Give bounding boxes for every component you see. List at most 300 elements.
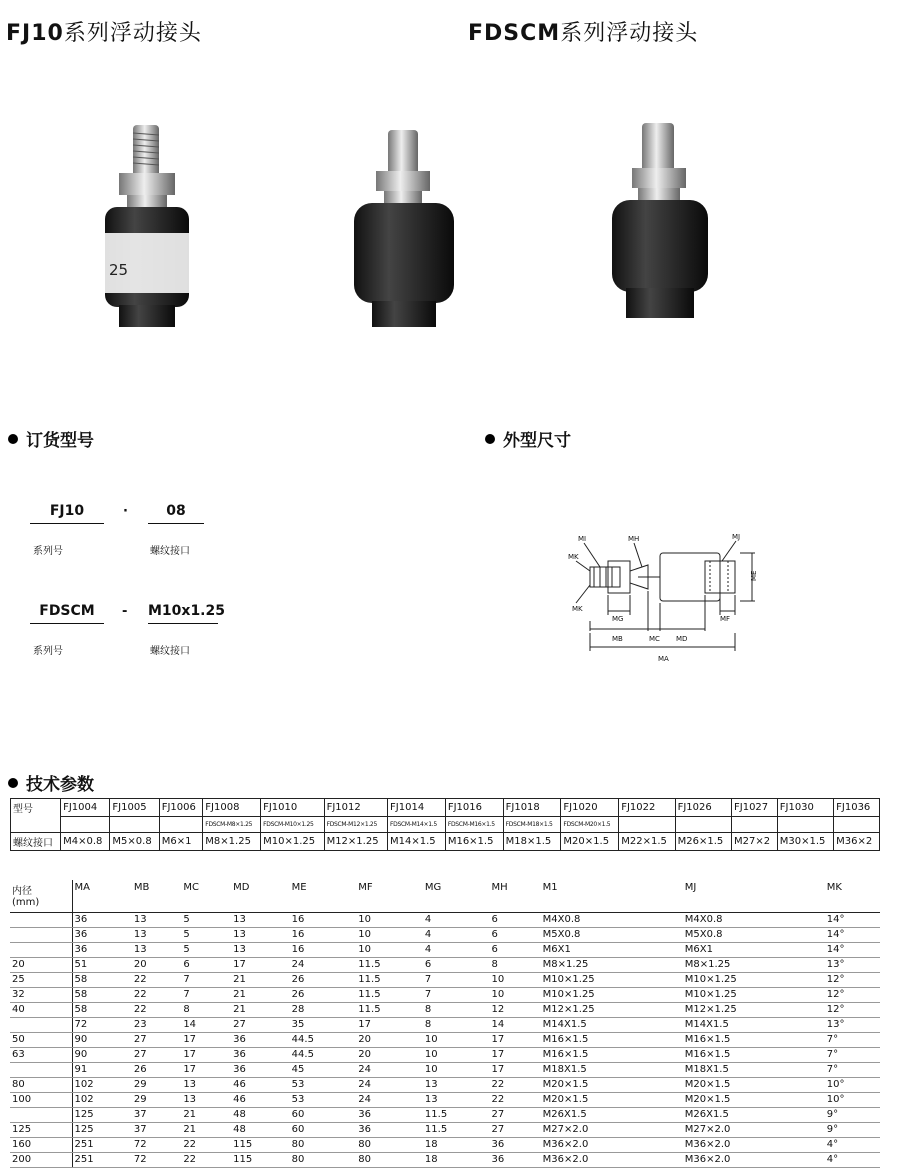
photo-size-label: 25 xyxy=(109,261,129,279)
dim-cell: M12×1.25 xyxy=(541,1002,683,1017)
dim-cell: 13 xyxy=(181,1077,231,1092)
spec-model-cell: FJ1008 xyxy=(203,799,261,817)
dim-header-cell: MJ xyxy=(683,880,825,912)
product-photo-fj10-labeled xyxy=(95,115,215,335)
diagram-label-mf: MF xyxy=(720,615,731,623)
dim-cell: 36 xyxy=(490,1137,541,1152)
dim-cell: M36×2.0 xyxy=(683,1137,825,1152)
spec-thread-cell: M22×1.5 xyxy=(619,832,675,850)
dim-cell: 8 xyxy=(423,1017,490,1032)
dim-cell: 13 xyxy=(132,927,181,942)
spec-fdscm-cell xyxy=(675,816,731,832)
table-row xyxy=(10,1077,880,1092)
dim-header-cell: MB xyxy=(132,880,181,912)
dim-cell: 17 xyxy=(490,1032,541,1047)
thread-label: 螺纹接口 xyxy=(150,646,190,657)
dim-cell: M5X0.8 xyxy=(541,927,683,942)
series-label: 系列号 xyxy=(33,646,63,657)
dim-cell: 28 xyxy=(290,1002,357,1017)
dim-cell: 4° xyxy=(825,1152,880,1167)
table-row xyxy=(10,1017,880,1032)
dim-cell: 36 xyxy=(356,1122,423,1137)
dim-cell xyxy=(10,1062,72,1077)
dim-cell: 13 xyxy=(231,942,290,957)
dim-cell: M27×2.0 xyxy=(541,1122,683,1137)
dim-cell: 21 xyxy=(231,987,290,1002)
dim-cell: 22 xyxy=(490,1092,541,1107)
diagram-label-mi: MI xyxy=(578,535,587,543)
dim-cell: 27 xyxy=(490,1122,541,1137)
bullet-icon xyxy=(485,434,495,444)
section-dimensions xyxy=(485,426,571,451)
dim-cell: 20 xyxy=(356,1032,423,1047)
spec-thread-cell: M14×1.5 xyxy=(388,832,446,850)
dim-cell: 12° xyxy=(825,972,880,987)
dim-cell: 50 xyxy=(10,1032,72,1047)
dim-cell: 10 xyxy=(423,1032,490,1047)
dim-cell: M16×1.5 xyxy=(541,1032,683,1047)
dim-cell: M16×1.5 xyxy=(683,1032,825,1047)
diagram-label-ma: MA xyxy=(658,655,669,663)
spec-thread-cell: M27×2 xyxy=(732,832,778,850)
dim-cell: M20×1.5 xyxy=(541,1092,683,1107)
spec-fdscm-cell: FDSCM-M16×1.5 xyxy=(445,816,503,832)
dim-cell: M12×1.25 xyxy=(683,1002,825,1017)
dim-header-cell: MF xyxy=(356,880,423,912)
dim-cell: 13 xyxy=(231,927,290,942)
dim-cell: 10 xyxy=(356,912,423,927)
spec-thread-cell: M6×1 xyxy=(159,832,203,850)
dim-cell: 7° xyxy=(825,1032,880,1047)
table-row xyxy=(10,1107,880,1122)
spec-model-cell: FJ1016 xyxy=(445,799,503,817)
dim-cell: 4 xyxy=(423,927,490,942)
dim-cell: M36×2.0 xyxy=(541,1152,683,1167)
dim-cell: 36 xyxy=(72,942,132,957)
order-series-code: FDSCM xyxy=(30,603,104,624)
dim-cell: 90 xyxy=(72,1032,132,1047)
dim-cell: 24 xyxy=(290,957,357,972)
spec-model-cell: FJ1018 xyxy=(503,799,561,817)
section-title: 技术参数 xyxy=(26,775,94,795)
dim-cell: 26 xyxy=(290,972,357,987)
dim-cell: 13 xyxy=(132,942,181,957)
dim-header-cell: M1 xyxy=(541,880,683,912)
dim-cell: 48 xyxy=(231,1122,290,1137)
dim-cell: M20×1.5 xyxy=(541,1077,683,1092)
dim-cell: M16×1.5 xyxy=(683,1047,825,1062)
dim-cell: 29 xyxy=(132,1077,181,1092)
dim-cell: 58 xyxy=(72,1002,132,1017)
spec-thread-cell: M12×1.25 xyxy=(324,832,387,850)
spec-model-cell: FJ1004 xyxy=(61,799,110,817)
dim-cell: 9° xyxy=(825,1107,880,1122)
table-row xyxy=(10,1137,880,1152)
dim-cell: 37 xyxy=(132,1122,181,1137)
dim-cell: 29 xyxy=(132,1092,181,1107)
dim-cell: M20×1.5 xyxy=(683,1092,825,1107)
order-thread-code: 08 xyxy=(148,503,204,524)
spec-thread-cell: M16×1.5 xyxy=(445,832,503,850)
spec-fdscm-cell xyxy=(159,816,203,832)
dim-cell: 7 xyxy=(423,972,490,987)
dim-cell: 17 xyxy=(231,957,290,972)
dim-cell: 7 xyxy=(181,987,231,1002)
spec-fdscm-cell xyxy=(777,816,833,832)
dim-cell: 7° xyxy=(825,1062,880,1077)
spec-model-cell: FJ1027 xyxy=(732,799,778,817)
table-row xyxy=(10,927,880,942)
dim-cell: 36 xyxy=(72,927,132,942)
dim-cell: 24 xyxy=(356,1077,423,1092)
dim-cell: 11.5 xyxy=(423,1122,490,1137)
dim-cell: M4X0.8 xyxy=(541,912,683,927)
dim-cell: 46 xyxy=(231,1077,290,1092)
dim-cell: 21 xyxy=(231,972,290,987)
dim-cell: 18 xyxy=(423,1137,490,1152)
diagram-label-mc: MC xyxy=(649,635,660,643)
spec-thread-cell: M20×1.5 xyxy=(561,832,619,850)
table-row xyxy=(10,1122,880,1137)
dim-cell: 22 xyxy=(181,1152,231,1167)
series-label: 系列号 xyxy=(33,546,63,557)
dim-cell: 4° xyxy=(825,1137,880,1152)
dim-cell: M36×2.0 xyxy=(541,1137,683,1152)
dim-cell: 125 xyxy=(72,1107,132,1122)
diagram-label-mk: MK xyxy=(572,605,583,613)
dim-cell: 13 xyxy=(181,1092,231,1107)
dim-cell: 36 xyxy=(231,1047,290,1062)
order-series-code: FJ10 xyxy=(30,503,104,524)
dim-cell: 58 xyxy=(72,972,132,987)
dim-cell: 13 xyxy=(132,912,181,927)
dim-cell: 17 xyxy=(356,1017,423,1032)
dim-cell: 13° xyxy=(825,957,880,972)
dim-cell: 14° xyxy=(825,912,880,927)
dim-cell: 72 xyxy=(132,1152,181,1167)
dim-cell xyxy=(10,912,72,927)
dim-cell: 36 xyxy=(72,912,132,927)
spec-model-cell: FJ1022 xyxy=(619,799,675,817)
dim-cell: 17 xyxy=(181,1047,231,1062)
dim-cell: 14° xyxy=(825,927,880,942)
diagram-label-mh: MH xyxy=(628,535,640,543)
dim-cell: M8×1.25 xyxy=(541,957,683,972)
thread-label: 螺纹接口 xyxy=(150,546,190,557)
dim-cell: 100 xyxy=(10,1092,72,1107)
dim-cell: 10 xyxy=(423,1062,490,1077)
product-photo-fdscm xyxy=(600,118,730,328)
dim-cell: 72 xyxy=(72,1017,132,1032)
dim-cell: 53 xyxy=(290,1092,357,1107)
dim-cell: 80 xyxy=(290,1137,357,1152)
spec-fdscm-cell: FDSCM-M18×1.5 xyxy=(503,816,561,832)
spec-thread-cell: M30×1.5 xyxy=(777,832,833,850)
spec-row-thread xyxy=(11,832,880,850)
dim-cell: 51 xyxy=(72,957,132,972)
spec-thread-cell: M36×2 xyxy=(834,832,880,850)
spec-thread-cell: M18×1.5 xyxy=(503,832,561,850)
spec-fdscm-cell: FDSCM-M10×1.25 xyxy=(261,816,324,832)
spec-row-model xyxy=(11,799,880,817)
dim-cell: 7 xyxy=(181,972,231,987)
order-thread-code: M10x1.25 xyxy=(148,603,218,624)
dim-cell: 10 xyxy=(356,927,423,942)
dim-cell: 125 xyxy=(72,1122,132,1137)
dim-cell: 11.5 xyxy=(356,1002,423,1017)
dim-cell: 14° xyxy=(825,942,880,957)
diagram-label-me: ME xyxy=(750,570,758,581)
dim-cell: 20 xyxy=(356,1047,423,1062)
dim-cell: 160 xyxy=(10,1137,72,1152)
order-separator: · xyxy=(123,504,128,519)
dim-cell: M18X1.5 xyxy=(541,1062,683,1077)
order-separator: - xyxy=(122,604,128,619)
dim-cell: 10 xyxy=(490,972,541,987)
dim-cell: 44.5 xyxy=(290,1032,357,1047)
dim-cell: 13° xyxy=(825,1017,880,1032)
spec-fdscm-cell: FDSCM-M12×1.25 xyxy=(324,816,387,832)
dim-cell: 32 xyxy=(10,987,72,1002)
dim-cell: 13 xyxy=(231,912,290,927)
dim-cell: 22 xyxy=(181,1137,231,1152)
dim-cell: 23 xyxy=(132,1017,181,1032)
dim-cell: 58 xyxy=(72,987,132,1002)
title-latin: FJ10 xyxy=(6,21,64,46)
dim-cell: 80 xyxy=(10,1077,72,1092)
diagram-label-mg: MG xyxy=(612,615,624,623)
dim-cell: M8×1.25 xyxy=(683,957,825,972)
dim-cell: 14 xyxy=(181,1017,231,1032)
dim-cell: 200 xyxy=(10,1152,72,1167)
dim-cell: 72 xyxy=(132,1137,181,1152)
table-row xyxy=(10,1062,880,1077)
bullet-icon xyxy=(8,778,18,788)
dim-cell: 80 xyxy=(290,1152,357,1167)
dim-cell xyxy=(10,1107,72,1122)
dim-cell: 25 xyxy=(10,972,72,987)
dim-cell: 10° xyxy=(825,1092,880,1107)
dim-cell: 35 xyxy=(290,1017,357,1032)
title-fj10 xyxy=(6,16,202,47)
dim-cell: 5 xyxy=(181,912,231,927)
dim-cell: 12 xyxy=(490,1002,541,1017)
dim-header-cell: 内径 (mm) xyxy=(10,880,72,912)
table-row xyxy=(10,1092,880,1107)
dim-cell: 91 xyxy=(72,1062,132,1077)
dim-cell: 115 xyxy=(231,1152,290,1167)
dim-cell: 8 xyxy=(490,957,541,972)
dim-cell: 80 xyxy=(356,1152,423,1167)
dim-header-cell: MC xyxy=(181,880,231,912)
dim-cell: 6 xyxy=(490,942,541,957)
spec-model-cell: FJ1012 xyxy=(324,799,387,817)
dim-cell: 125 xyxy=(10,1122,72,1137)
dim-cell: 48 xyxy=(231,1107,290,1122)
diagram-label-mj: MJ xyxy=(732,533,741,541)
spec-fdscm-cell xyxy=(619,816,675,832)
dim-cell: 102 xyxy=(72,1077,132,1092)
dim-cell: 10° xyxy=(825,1077,880,1092)
dim-cell: 251 xyxy=(72,1152,132,1167)
dim-cell: 16 xyxy=(290,927,357,942)
dim-cell: 6 xyxy=(423,957,490,972)
spec-model-cell: FJ1026 xyxy=(675,799,731,817)
dim-cell: 27 xyxy=(490,1107,541,1122)
dim-header-cell: MD xyxy=(231,880,290,912)
dim-cell: 24 xyxy=(356,1062,423,1077)
dim-cell: 17 xyxy=(181,1062,231,1077)
dim-cell: 17 xyxy=(490,1062,541,1077)
diagram-label-md: MD xyxy=(676,635,688,643)
dim-cell: 46 xyxy=(231,1092,290,1107)
spec-fdscm-cell xyxy=(732,816,778,832)
dim-cell: 26 xyxy=(132,1062,181,1077)
dim-cell: 8 xyxy=(181,1002,231,1017)
table-row xyxy=(10,957,880,972)
dim-cell: 251 xyxy=(72,1137,132,1152)
dim-cell: M10×1.25 xyxy=(541,987,683,1002)
dim-cell: 27 xyxy=(132,1047,181,1062)
dim-cell: 36 xyxy=(231,1032,290,1047)
spec-model-cell: FJ1020 xyxy=(561,799,619,817)
dim-cell: 20 xyxy=(132,957,181,972)
title-cjk: 系列浮动接头 xyxy=(63,21,202,46)
dim-cell: M26X1.5 xyxy=(683,1107,825,1122)
dim-cell: 27 xyxy=(231,1017,290,1032)
dim-cell: 63 xyxy=(10,1047,72,1062)
dim-cell: 6 xyxy=(490,912,541,927)
spec-model-cell: FJ1006 xyxy=(159,799,203,817)
dim-cell: 21 xyxy=(181,1122,231,1137)
spec-fdscm-cell xyxy=(834,816,880,832)
dim-cell: 20 xyxy=(10,957,72,972)
spec-model-cell: FJ1030 xyxy=(777,799,833,817)
dim-cell: M14X1.5 xyxy=(541,1017,683,1032)
dim-cell: 60 xyxy=(290,1122,357,1137)
dim-cell: 22 xyxy=(490,1077,541,1092)
dim-cell: M10×1.25 xyxy=(683,972,825,987)
dim-cell: 12° xyxy=(825,1002,880,1017)
dim-cell: 14 xyxy=(490,1017,541,1032)
dim-cell: M4X0.8 xyxy=(683,912,825,927)
dim-header-cell: MA xyxy=(72,880,132,912)
dim-cell: 115 xyxy=(231,1137,290,1152)
spec-fdscm-cell: FDSCM-M8×1.25 xyxy=(203,816,261,832)
dim-cell: 10 xyxy=(356,942,423,957)
product-photo-fj10 xyxy=(340,125,470,335)
spec-model-cell: FJ1005 xyxy=(110,799,159,817)
dim-cell: 7° xyxy=(825,1047,880,1062)
spec-thread-cell: M4×0.8 xyxy=(61,832,110,850)
dim-cell xyxy=(10,942,72,957)
dim-cell: 36 xyxy=(490,1152,541,1167)
title-fdscm xyxy=(468,16,698,47)
spec-model-cell: FJ1036 xyxy=(834,799,880,817)
dim-cell: 80 xyxy=(356,1137,423,1152)
dim-cell: M18X1.5 xyxy=(683,1062,825,1077)
dim-cell: 27 xyxy=(132,1032,181,1047)
dim-cell: 4 xyxy=(423,942,490,957)
dim-cell: 5 xyxy=(181,942,231,957)
spec-thread-cell: M10×1.25 xyxy=(261,832,324,850)
dim-cell: 22 xyxy=(132,1002,181,1017)
dim-cell: 11.5 xyxy=(356,957,423,972)
dim-cell: M27×2.0 xyxy=(683,1122,825,1137)
dim-header-cell: MG xyxy=(423,880,490,912)
dim-cell: 18 xyxy=(423,1152,490,1167)
dim-cell: 17 xyxy=(181,1032,231,1047)
dim-cell: M6X1 xyxy=(683,942,825,957)
dim-cell: 6 xyxy=(181,957,231,972)
dim-header-cell: MK xyxy=(825,880,880,912)
dim-cell: 4 xyxy=(423,912,490,927)
dim-cell: 36 xyxy=(356,1107,423,1122)
dim-cell: 9° xyxy=(825,1122,880,1137)
dim-cell: 13 xyxy=(423,1092,490,1107)
table-row xyxy=(10,912,880,927)
dim-cell: 7 xyxy=(423,987,490,1002)
section-title: 外型尺寸 xyxy=(503,431,571,451)
spec-row-fdscm xyxy=(11,816,880,832)
dim-table-header xyxy=(10,880,880,912)
dim-cell: M36×2.0 xyxy=(683,1152,825,1167)
table-row xyxy=(10,987,880,1002)
section-tech xyxy=(8,770,94,795)
dim-cell: 16 xyxy=(290,942,357,957)
dim-cell: 45 xyxy=(290,1062,357,1077)
diagram-label-mb: MB xyxy=(612,635,623,643)
dim-cell: 10 xyxy=(490,987,541,1002)
dim-cell: 60 xyxy=(290,1107,357,1122)
dim-header-cell: ME xyxy=(290,880,357,912)
spec-thread-cell: M8×1.25 xyxy=(203,832,261,850)
dim-cell: 26 xyxy=(290,987,357,1002)
spec-fdscm-cell xyxy=(110,816,159,832)
table-row xyxy=(10,942,880,957)
diagram-label-mk: MK xyxy=(568,553,579,561)
dimension-diagram xyxy=(560,525,775,670)
dim-cell: 8 xyxy=(423,1002,490,1017)
dim-cell: 22 xyxy=(132,972,181,987)
spec-fdscm-cell: FDSCM-M20×1.5 xyxy=(561,816,619,832)
table-row xyxy=(10,972,880,987)
dim-cell: 37 xyxy=(132,1107,181,1122)
dim-cell: M6X1 xyxy=(541,942,683,957)
dim-cell: 16 xyxy=(290,912,357,927)
dim-cell: 11.5 xyxy=(356,972,423,987)
title-cjk: 系列浮动接头 xyxy=(560,21,699,46)
dim-cell: 44.5 xyxy=(290,1047,357,1062)
dim-cell: M10×1.25 xyxy=(541,972,683,987)
spec-fdscm-cell: FDSCM-M14×1.5 xyxy=(388,816,446,832)
dim-cell: 53 xyxy=(290,1077,357,1092)
dim-cell: 40 xyxy=(10,1002,72,1017)
dim-cell xyxy=(10,927,72,942)
dim-cell: M26X1.5 xyxy=(541,1107,683,1122)
dim-cell: 36 xyxy=(231,1062,290,1077)
section-title: 订货型号 xyxy=(26,431,94,451)
dim-cell: M16×1.5 xyxy=(541,1047,683,1062)
dim-cell: 22 xyxy=(132,987,181,1002)
dim-cell: M20×1.5 xyxy=(683,1077,825,1092)
dim-cell: M14X1.5 xyxy=(683,1017,825,1032)
spec-fdscm-cell xyxy=(61,816,110,832)
table-row xyxy=(10,1152,880,1167)
dim-cell: M10×1.25 xyxy=(683,987,825,1002)
dimension-table xyxy=(10,880,880,1168)
dim-cell: 17 xyxy=(490,1047,541,1062)
